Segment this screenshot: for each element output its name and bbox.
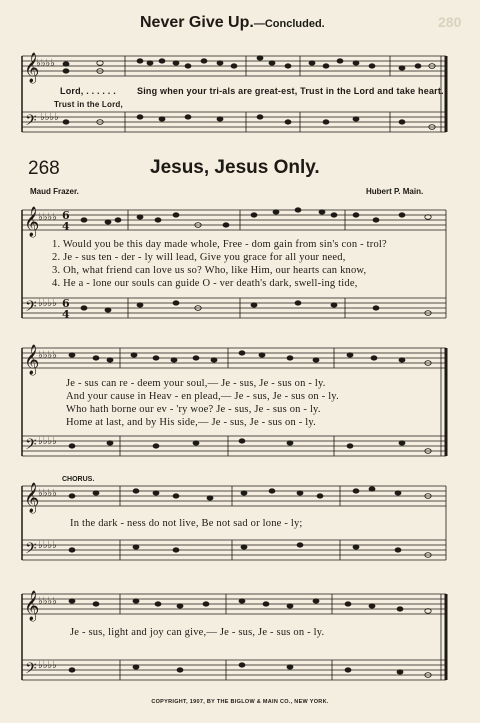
staff-lines-concluded-bass [22,112,446,132]
staff-lines-sys2-treble [22,348,446,368]
staff-lines-sys4-bass [22,660,446,680]
hymn-title: Jesus, Jesus Only. [150,157,320,178]
flat-icon: ♭♭♭♭ [38,660,57,671]
notes-system-2 [69,351,431,454]
hymn-number: 268 [28,158,60,179]
header-suffix: —Concluded. [253,18,325,30]
concluded-lyric-lord: Lord, . . . . . . [60,86,116,96]
flat-icon: ♭♭♭♭ [38,298,57,309]
concluded-lyric-line: Sing when your tri-als are great-est, Trust in the Lord and take heart. [137,86,444,96]
treble-clef-icon: 𝄞 [24,207,40,237]
staff-lines-sys2-bass [22,436,446,456]
flat-icon: ♭♭♭♭ [36,58,55,69]
header-title: Never Give Up. [140,14,254,31]
bass-clef-icon: 𝄢 [25,540,37,561]
bass-clef-icon: 𝄢 [25,112,37,133]
concluded-bass-text: Trust in the Lord, [54,100,123,109]
faint-page-number: 280 [438,14,462,30]
notes [63,56,435,678]
time-signature: 6 [62,209,70,222]
verse-3-line-2: Who hath borne our ev - 'ry woe? Je - sus, Je - sus on - ly. [66,404,321,415]
staff-lines-sys3-treble [22,486,446,506]
bass-clef-icon: 𝄢 [25,660,37,681]
flat-icon: ♭♭♭♭ [38,350,57,361]
staff-lines-sys3-bass [22,540,446,560]
time-signature: 6 [62,297,70,310]
staff-lines-sys4-treble [22,594,446,614]
verse-4-line-2: Home at last, and by His side,— Je - sus, Je - sus on - ly. [66,417,316,428]
bass-clef-icon: 𝄢 [25,298,37,319]
treble-clef-icon: 𝄞 [24,345,40,375]
verse-3-line-1: 3. Oh, what friend can love us so? Who, like Him, our hearts can know, [52,265,367,276]
verse-4-line-1: 4. He a - lone our souls can guide O - ver death's dark, swell-ing tide, [52,278,358,289]
time-signature: 4 [62,220,70,233]
chorus-line-1: In the dark - ness do not live, Be not sad or lone - ly; [70,518,303,529]
notes-system-4 [69,599,431,678]
flat-icon: ♭♭♭♭ [38,488,57,499]
flat-icon: ♭♭♭♭ [38,596,57,607]
verse-1-line-2: Je - sus can re - deem your soul,— Je - sus, Je - sus on - ly. [66,378,326,389]
bass-clef-icon: 𝄢 [25,436,37,457]
time-signature: 4 [62,308,70,321]
verse-2-line-1: 2. Je - sus ten - der - ly will lead, Give you grace for all your need, [52,252,346,263]
flat-icon: ♭♭♭♭ [38,212,57,223]
verse-1-line-1: 1. Would you be this day made whole, Free - dom gain from sin's con - trol? [52,239,387,250]
treble-clef-icon: 𝄞 [24,53,40,83]
flat-icon: ♭♭♭♭ [38,436,57,447]
verse-2-line-2: And your cause in Heav - en plead,— Je - sus, Je - sus on - ly. [66,391,339,402]
hymn-composer: Hubert P. Main. [366,187,424,196]
chorus-line-2: Je - sus, light and joy can give,— Je - sus, Je - sus on - ly. [70,627,325,638]
flat-icon: ♭♭♭♭ [40,112,59,123]
flat-icon: ♭♭♭♭ [38,540,57,551]
hymn-author: Maud Frazer. [30,187,79,196]
copyright: COPYRIGHT, 1907, BY THE BIGLOW & MAIN CO., NEW YORK. [151,699,329,705]
treble-clef-icon: 𝄞 [24,483,40,513]
chorus-label: CHORUS. [62,476,95,483]
treble-clef-icon: 𝄞 [24,591,40,621]
